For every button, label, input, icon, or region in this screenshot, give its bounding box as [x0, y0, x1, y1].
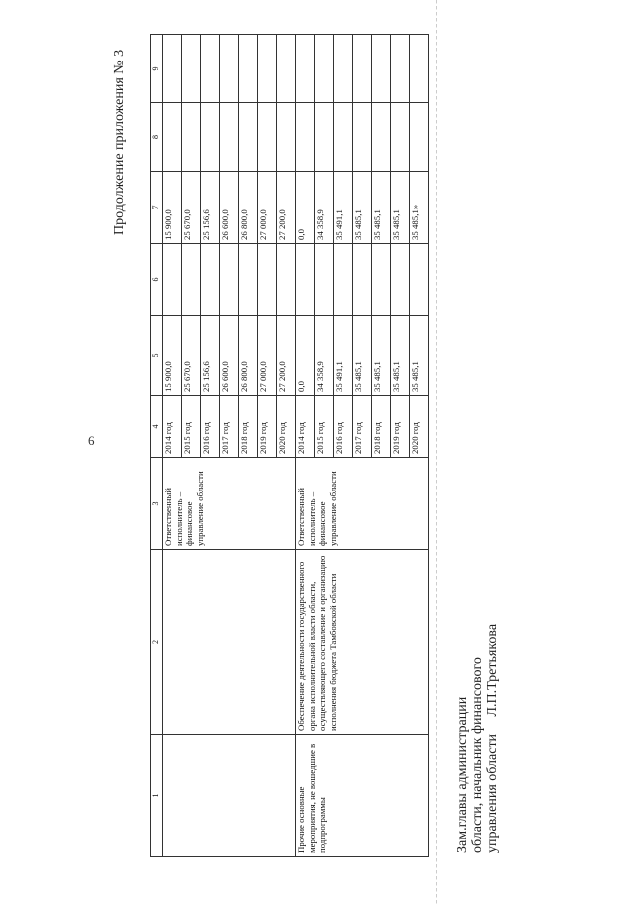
year-cell: 2018 год — [239, 396, 258, 458]
column-header-1: 1 — [151, 735, 163, 857]
table-body — [163, 35, 429, 857]
value-cell-c8 — [372, 103, 391, 172]
value-cell-c5: 35 485,1 — [391, 316, 410, 396]
value-cell-c9 — [220, 35, 239, 103]
value-cell-c5: 34 358,9 — [315, 316, 334, 396]
value-cell-c9 — [258, 35, 277, 103]
value-cell-c6 — [410, 244, 429, 316]
value-cell-c9 — [163, 35, 182, 103]
value-cell-c9 — [391, 35, 410, 103]
year-cell: 2017 год — [353, 396, 372, 458]
year-cell: 2016 год — [201, 396, 220, 458]
signature-block — [455, 624, 500, 853]
table-row — [163, 35, 182, 857]
year-cell: 2015 год — [315, 396, 334, 458]
year-cell: 2014 год — [296, 396, 315, 458]
value-cell-c9 — [277, 35, 296, 103]
column-header-2: 2 — [151, 550, 163, 735]
value-cell-c7: 35 485,1 — [353, 172, 372, 244]
value-cell-c7: 27 000,0 — [258, 172, 277, 244]
block1-col2-cell — [163, 550, 296, 735]
value-cell-c6 — [372, 244, 391, 316]
page-number: 6 — [88, 433, 95, 448]
value-cell-c7: 35 485,1» — [410, 172, 429, 244]
value-cell-c9 — [296, 35, 315, 103]
table-header-row — [151, 35, 163, 857]
block1-col3-cell: Ответственный исполнитель – финансовое управление области — [163, 458, 296, 550]
value-cell-c9 — [372, 35, 391, 103]
column-header-6: 6 — [151, 244, 163, 316]
value-cell-c8 — [201, 103, 220, 172]
column-header-9: 9 — [151, 35, 163, 103]
block2-col2-cell: Обеспечение деятельности государственного органа исполнительной власти области, осуществляющего составление и организацию исполнения бюджета Тамбовской области — [296, 550, 429, 735]
value-cell-c7: 0,0 — [296, 172, 315, 244]
value-cell-c8 — [163, 103, 182, 172]
value-cell-c6 — [258, 244, 277, 316]
value-cell-c9 — [410, 35, 429, 103]
signature-line-1: Зам.главы администрации — [455, 696, 470, 853]
value-cell-c9 — [315, 35, 334, 103]
year-cell: 2020 год — [277, 396, 296, 458]
value-cell-c5: 26 600,0 — [220, 316, 239, 396]
value-cell-c6 — [315, 244, 334, 316]
value-cell-c6 — [163, 244, 182, 316]
value-cell-c8 — [391, 103, 410, 172]
value-cell-c8 — [353, 103, 372, 172]
value-cell-c9 — [353, 35, 372, 103]
value-cell-c8 — [315, 103, 334, 172]
value-cell-c6 — [239, 244, 258, 316]
year-cell: 2015 год — [182, 396, 201, 458]
value-cell-c8 — [334, 103, 353, 172]
value-cell-c5: 0,0 — [296, 316, 315, 396]
column-header-7: 7 — [151, 172, 163, 244]
value-cell-c7: 26 800,0 — [239, 172, 258, 244]
value-cell-c8 — [277, 103, 296, 172]
value-cell-c5: 26 800,0 — [239, 316, 258, 396]
value-cell-c7: 35 485,1 — [391, 172, 410, 244]
year-cell: 2016 год — [334, 396, 353, 458]
value-cell-c9 — [239, 35, 258, 103]
value-cell-c6 — [220, 244, 239, 316]
value-cell-c5: 25 670,0 — [182, 316, 201, 396]
year-cell: 2020 год — [410, 396, 429, 458]
column-header-4: 4 — [151, 396, 163, 458]
rotated-page-content — [0, 35, 640, 875]
value-cell-c6 — [353, 244, 372, 316]
value-cell-c6 — [391, 244, 410, 316]
value-cell-c7: 26 600,0 — [220, 172, 239, 244]
value-cell-c8 — [258, 103, 277, 172]
value-cell-c7: 25 156,6 — [201, 172, 220, 244]
value-cell-c7: 35 485,1 — [372, 172, 391, 244]
year-cell: 2018 год — [372, 396, 391, 458]
value-cell-c5: 15 900,0 — [163, 316, 182, 396]
year-cell: 2014 год — [163, 396, 182, 458]
value-cell-c9 — [201, 35, 220, 103]
signature-line-2: области, начальник финансового — [470, 657, 485, 853]
year-cell: 2019 год — [258, 396, 277, 458]
value-cell-c7: 35 491,1 — [334, 172, 353, 244]
value-cell-c6 — [277, 244, 296, 316]
block2-col3-cell: Ответственный исполнитель – финансовое управление области — [296, 458, 429, 550]
value-cell-c7: 25 670,0 — [182, 172, 201, 244]
value-cell-c8 — [182, 103, 201, 172]
value-cell-c5: 27 000,0 — [258, 316, 277, 396]
block2-col1-cell: Прочие основные мероприятия, не вошедшие в подпрограммы — [296, 735, 429, 857]
appendix-caption: Продолжение приложения № 3 — [112, 49, 127, 235]
column-header-3: 3 — [151, 458, 163, 550]
value-cell-c5: 35 485,1 — [410, 316, 429, 396]
value-cell-c6 — [334, 244, 353, 316]
budget-table — [150, 34, 429, 857]
value-cell-c6 — [201, 244, 220, 316]
block1-col1-cell — [163, 735, 296, 857]
value-cell-c9 — [334, 35, 353, 103]
value-cell-c7: 27 200,0 — [277, 172, 296, 244]
value-cell-c9 — [182, 35, 201, 103]
column-header-8: 8 — [151, 103, 163, 172]
value-cell-c5: 35 485,1 — [353, 316, 372, 396]
value-cell-c7: 34 358,9 — [315, 172, 334, 244]
value-cell-c8 — [410, 103, 429, 172]
value-cell-c6 — [296, 244, 315, 316]
value-cell-c7: 15 900,0 — [163, 172, 182, 244]
table-row — [296, 35, 315, 857]
value-cell-c8 — [296, 103, 315, 172]
year-cell: 2019 год — [391, 396, 410, 458]
value-cell-c5: 27 200,0 — [277, 316, 296, 396]
year-cell: 2017 год — [220, 396, 239, 458]
column-header-5: 5 — [151, 316, 163, 396]
value-cell-c5: 35 491,1 — [334, 316, 353, 396]
value-cell-c6 — [182, 244, 201, 316]
value-cell-c5: 25 156,6 — [201, 316, 220, 396]
value-cell-c8 — [239, 103, 258, 172]
value-cell-c5: 35 485,1 — [372, 316, 391, 396]
signature-line-3: управления области Л.П.Третьякова — [485, 623, 500, 853]
value-cell-c8 — [220, 103, 239, 172]
